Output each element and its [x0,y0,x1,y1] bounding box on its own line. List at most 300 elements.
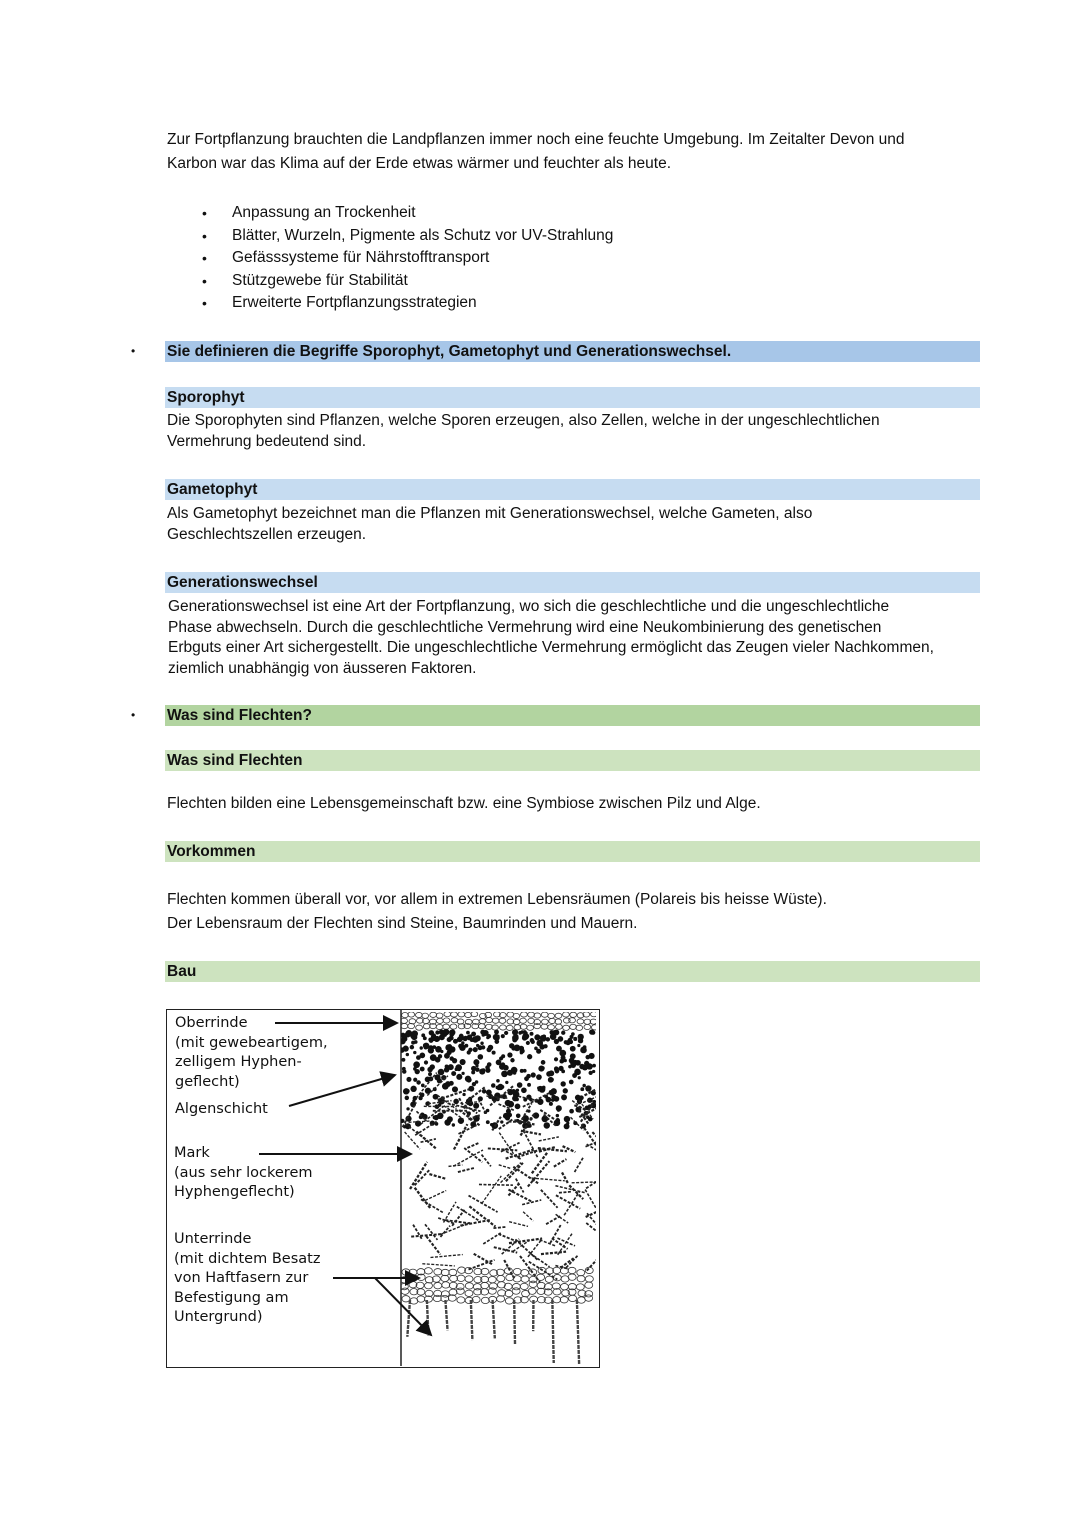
rhizines [407,1300,579,1366]
cortex-cell [458,1012,465,1017]
alga-cell [550,1077,554,1081]
cortex-cell [505,1298,513,1304]
alga-cell [494,1035,500,1041]
alga-cell [569,1109,574,1114]
alga-cell [549,1102,553,1106]
alga-cell [561,1031,565,1035]
alga-cell [556,1114,559,1117]
alga-cell [465,1076,471,1082]
alga-cell [413,1078,417,1082]
cortex-cell [555,1013,562,1018]
alga-cell [471,1070,475,1074]
alga-cell [420,1067,425,1072]
cortex-cell [451,1012,458,1017]
cortex-cell [507,1019,514,1024]
alga-cell [548,1070,554,1076]
alga-cell [572,1073,577,1078]
hypha [540,1240,556,1246]
hypha [426,1236,440,1254]
hypha [586,1174,598,1188]
alga-cell [424,1060,428,1064]
bullet-icon: • [202,250,207,266]
heading-vorkommen: Vorkommen [165,841,980,862]
hypha [467,1143,479,1148]
cortex-cell [486,1017,493,1022]
alga-cell [457,1076,461,1080]
cortex-cell [568,1267,576,1273]
alga-cell [482,1089,486,1093]
cortex-cell [585,1276,593,1282]
upper-cortex-cells [401,1012,598,1031]
alga-cell [554,1057,558,1061]
alga-cell [505,1081,508,1084]
alga-cell [457,1068,460,1071]
cortex-cell [513,1013,520,1018]
alga-cell [541,1060,546,1065]
hypha [402,1102,416,1127]
generationswechsel-definition: Generationswechsel ist eine Art der Fortpflanzung, wo sich die geschlechtliche und die ungeschlechtliche Phase abwechseln. Durch die geschlechtliche Vermehrung wird eine Neukombinierung des genetischen Erbguts einer Art sichergestellt. Die ungeschlechtliche Vermehrung ermöglicht das Zeugen vieler Nachkommen, ziemlich unabhängig von äusseren Faktoren. [168,598,934,677]
alga-cell [487,1047,492,1052]
alga-cell [438,1054,442,1058]
cortex-cell [585,1295,593,1301]
label-oberrinde: Oberrinde (mit gewebeartigem, zelligem Hyphen- geflecht) [175,1015,328,1090]
alga-cell [459,1036,462,1039]
cortex-cell [506,1025,513,1030]
alga-cell [405,1032,411,1038]
alga-cell [512,1035,519,1042]
alga-cell [546,1037,550,1041]
rhizine [445,1300,447,1330]
alga-cell [585,1055,590,1060]
hypha [554,1159,567,1167]
hypha [474,1254,493,1265]
alga-cell [573,1037,577,1041]
alga-cell [582,1084,586,1088]
alga-cell [406,1053,409,1056]
alga-cell [450,1056,454,1060]
cortex-cell [545,1276,553,1282]
hypha [499,1165,511,1169]
cortex-cell [423,1024,430,1029]
alga-cell [518,1031,522,1035]
cortex-cell [513,1019,520,1024]
alga-cell [575,1060,581,1066]
alga-cell [486,1120,490,1124]
hypha [499,1119,514,1129]
cortex-cell [527,1025,534,1030]
alga-cell [464,1044,468,1048]
cortex-cell [479,1019,486,1024]
alga-cell [544,1122,550,1128]
section-title-flechten: Was sind Flechten? [165,705,980,726]
alga-cell [516,1113,521,1118]
alga-cell [475,1064,478,1067]
cortex-cell [577,1297,585,1303]
alga-cell [507,1052,512,1057]
cortex-cell [497,1296,505,1302]
hypha [531,1178,564,1181]
alga-cell [530,1032,534,1036]
cortex-cell [444,1012,451,1017]
alga-cell [449,1029,455,1035]
cortex-cell [436,1013,443,1018]
cortex-cell [442,1282,450,1288]
alga-cell [442,1083,449,1090]
alga-cell [561,1069,565,1073]
alga-cell [490,1123,493,1126]
alga-cell [515,1103,521,1109]
hypha [452,1210,464,1226]
alga-cell [566,1122,569,1125]
cortex-cell [513,1276,521,1282]
hypha [509,1222,528,1227]
cortex-cell [450,1024,457,1029]
alga-cell [473,1047,478,1052]
cortex-cell [528,1012,535,1017]
section-title-definitions: Sie definieren die Begriffe Sporophyt, Gametophyt und Generationswechsel. [165,341,980,362]
cortex-cell [471,1012,478,1017]
alga-cell [549,1030,554,1035]
hypha [564,1191,580,1215]
alga-cell [506,1109,511,1114]
cortex-cell [409,1019,416,1024]
alga-cell [538,1086,543,1091]
cortex-cell [528,1288,536,1294]
alga-cell [551,1088,557,1094]
alga-cell [447,1116,453,1122]
cortex-cell [402,1013,409,1018]
alga-cell [511,1089,516,1094]
alga-cell [501,1071,508,1078]
alga-cell [531,1072,536,1077]
alga-cell [487,1062,492,1067]
heading-was-sind-flechten: Was sind Flechten [165,750,980,771]
alga-cell [496,1079,500,1083]
list-item: • Blätter, Wurzeln, Pigmente als Schutz vor UV-Strahlung [167,225,867,248]
hypha [417,1132,436,1149]
cortex-cell [433,1295,441,1301]
alga-cell [505,1100,511,1106]
lichen-cross-section-figure [166,1009,600,1368]
alga-cell [406,1107,409,1110]
alga-cell [524,1076,529,1081]
heading-bau: Bau [165,961,980,982]
cortex-cell [568,1274,576,1280]
hypha [546,1216,560,1224]
alga-cell [499,1056,503,1060]
algae-layer-dots [399,1029,596,1130]
cortex-cell [465,1276,473,1282]
alga-cell [486,1090,492,1096]
alga-cell [461,1072,464,1075]
alga-cell [494,1030,499,1035]
section-bullet-icon: • [131,708,136,722]
alga-cell [429,1039,433,1043]
hypha [528,1240,542,1257]
alga-cell [578,1034,584,1040]
alga-cell [589,1071,593,1075]
cortex-cell [417,1296,425,1302]
rhizine [471,1300,473,1340]
alga-cell [430,1054,437,1061]
cortex-cell [465,1012,472,1017]
hypha [572,1182,597,1183]
alga-cell [492,1051,496,1055]
cortex-cell [401,1023,408,1028]
alga-cell [413,1067,417,1071]
adaptation-list [167,202,867,315]
bullet-icon: • [202,295,207,311]
alga-cell [592,1064,596,1068]
alga-cell [416,1055,421,1060]
lower-cortex-cells [400,1267,593,1304]
hypha [493,1227,505,1228]
cortex-cell [577,1275,585,1281]
hypha [585,1190,597,1211]
alga-cell [557,1108,561,1112]
cortex-cell [457,1297,465,1303]
alga-cell [536,1074,542,1080]
cortex-cell [424,1268,432,1274]
cortex-cell [478,1024,485,1029]
alga-cell [520,1069,524,1073]
cortex-cell [500,1025,507,1030]
cortex-cell [422,1013,429,1018]
alga-cell [527,1083,531,1087]
alga-cell [486,1036,489,1039]
cortex-cell [591,1012,598,1017]
list-item: • Erweiterte Fortpflanzungsstrategien [167,292,867,315]
list-item: • Stützgewebe für Stabilität [167,270,867,293]
rhizine [407,1300,410,1337]
hypha [516,1179,524,1193]
bullet-icon: • [202,272,207,289]
hypha [550,1225,560,1243]
hypha [517,1148,544,1157]
hypha [458,1168,474,1172]
alga-cell [481,1030,485,1034]
cortex-cell [521,1276,529,1282]
alga-cell [452,1086,458,1092]
cortex-cell [521,1270,529,1276]
cortex-cell [481,1282,489,1288]
alga-cell [416,1080,420,1084]
cortex-cell [450,1275,458,1281]
alga-cell [411,1030,418,1037]
alga-cell [476,1044,479,1047]
alga-cell [472,1082,476,1086]
alga-cell [527,1054,532,1059]
medulla-hyphae [402,1073,598,1283]
alga-cell [410,1045,414,1049]
rhizine [552,1300,553,1363]
cortex-cell [488,1288,496,1294]
label-unterrinde: Unterrinde (mit dichtem Besatz von Haftfasern zur Befestigung am Untergrund) [174,1231,321,1325]
rhizine [577,1300,579,1366]
cortex-cell [570,1012,577,1017]
alga-cell [423,1043,430,1050]
cortex-cell [560,1283,568,1289]
alga-cell [580,1087,584,1091]
alga-cell [512,1029,518,1035]
hypha [541,1252,566,1254]
alga-cell [501,1034,505,1038]
alga-cell [466,1031,470,1035]
hypha [538,1148,567,1151]
cortex-cell [498,1290,506,1296]
alga-cell [570,1053,576,1059]
cortex-cell [457,1275,465,1281]
alga-cell [560,1081,565,1086]
alga-cell [405,1089,410,1094]
alga-cell [556,1046,562,1052]
cortex-cell [520,1012,527,1017]
hypha [563,1146,576,1152]
label-mark: Mark (aus sehr lockerem Hyphengeflecht) [174,1145,313,1200]
cortex-cell [481,1297,489,1303]
alga-cell [563,1088,568,1093]
cortex-cell [584,1024,591,1029]
alga-cell [517,1082,523,1088]
gametophyt-definition: Als Gametophyt bezeichnet man die Pflanzen mit Generationswechsel, welche Gameten, also Geschlechtszellen erzeugen. [167,505,813,543]
alga-cell [452,1123,455,1126]
alga-cell [447,1037,452,1042]
hypha [440,1223,470,1235]
cortex-cell [520,1283,528,1289]
cortex-cell [542,1019,549,1024]
cortex-cell [548,1025,555,1030]
alga-cell [578,1076,581,1079]
cortex-cell [456,1288,464,1294]
hypha [559,1192,572,1193]
hypha [539,1137,559,1141]
hypha [465,1102,480,1103]
hypha [454,1124,467,1149]
cortex-cell [436,1024,443,1029]
heading-gametophyt: Gametophyt [165,479,980,500]
alga-cell [585,1085,591,1091]
alga-cell [521,1087,527,1093]
cortex-cell [449,1269,457,1275]
alga-cell [522,1035,527,1040]
cortex-cell [520,1018,527,1023]
alga-cell [520,1046,524,1050]
alga-cell [481,1045,485,1049]
bullet-icon: • [202,227,207,244]
alga-cell [401,1058,405,1062]
alga-cell [462,1093,465,1096]
alga-cell [478,1054,484,1060]
alga-cell [515,1098,519,1102]
alga-cell [551,1098,555,1102]
cortex-cell [585,1282,593,1288]
alga-cell [421,1033,425,1037]
alga-cell [405,1096,409,1100]
alga-cell [591,1030,595,1034]
alga-cell [540,1035,546,1041]
alga-cell [475,1067,480,1072]
cortex-cell [434,1269,442,1275]
alga-cell [568,1065,572,1069]
hypha [468,1260,494,1270]
rhizine [493,1300,495,1338]
alga-cell [511,1046,515,1050]
hypha [482,1155,491,1167]
cortex-cell [506,1274,514,1280]
alga-cell [588,1117,593,1122]
cortex-cell [537,1274,545,1280]
cortex-cell [443,1024,450,1029]
cortex-cell [570,1024,577,1029]
cortex-cell [555,1024,562,1029]
cortex-cell [430,1012,437,1017]
alga-cell [497,1084,503,1090]
alga-cell [433,1115,438,1120]
alga-cell [534,1034,540,1040]
cortex-cell [434,1282,442,1288]
alga-cell [564,1116,570,1122]
arrow-unterrinde-rhizines [375,1278,431,1335]
bullet-icon: • [202,205,207,221]
alga-cell [571,1032,575,1036]
hypha [556,1195,580,1208]
alga-cell [420,1046,423,1049]
alga-cell [554,1066,559,1071]
alga-cell [580,1047,587,1054]
cortex-cell [488,1277,496,1283]
cortex-cell [577,1019,584,1024]
arrow-algenschicht [289,1075,395,1106]
hypha [454,1150,483,1166]
alga-cell [511,1067,518,1074]
alga-cell [445,1065,449,1069]
tissue-layers [399,1012,598,1366]
cortex-cell [541,1012,548,1017]
hypha [440,1226,450,1237]
cortex-cell [424,1282,432,1288]
cortex-cell [576,1025,583,1030]
cortex-cell [560,1297,568,1303]
cortex-cell [408,1023,415,1028]
hypha [532,1152,548,1173]
hypha [430,1255,462,1258]
hypha [541,1190,558,1208]
intro-line-2: Karbon war das Klima auf der Erde etwas wärmer und feuchter als heute. [167,155,672,172]
alga-cell [505,1115,510,1120]
hypha [483,1233,500,1244]
alga-cell [553,1030,559,1036]
alga-cell [570,1046,576,1052]
cortex-cell [534,1013,541,1018]
hypha [415,1170,430,1185]
cortex-cell [416,1025,423,1030]
alga-cell [584,1061,589,1066]
sporophyt-definition: Die Sporophyten sind Pflanzen, welche Sporen erzeugen, also Zellen, welche in der ungeschlechtlichen Vermehrung bedeutend sind. [167,412,880,450]
alga-cell [569,1040,574,1045]
alga-cell [429,1030,434,1035]
cortex-cell [569,1295,577,1301]
hypha [587,1144,598,1153]
cortex-cell [415,1012,422,1017]
hypha [569,1185,583,1199]
cortex-cell [512,1288,520,1294]
alga-cell [402,1067,406,1071]
cortex-cell [577,1269,585,1275]
alga-cell [433,1094,439,1100]
heading-sporophyt: Sporophyt [165,387,980,408]
alga-cell [468,1086,474,1092]
cortex-cell [465,1290,473,1296]
